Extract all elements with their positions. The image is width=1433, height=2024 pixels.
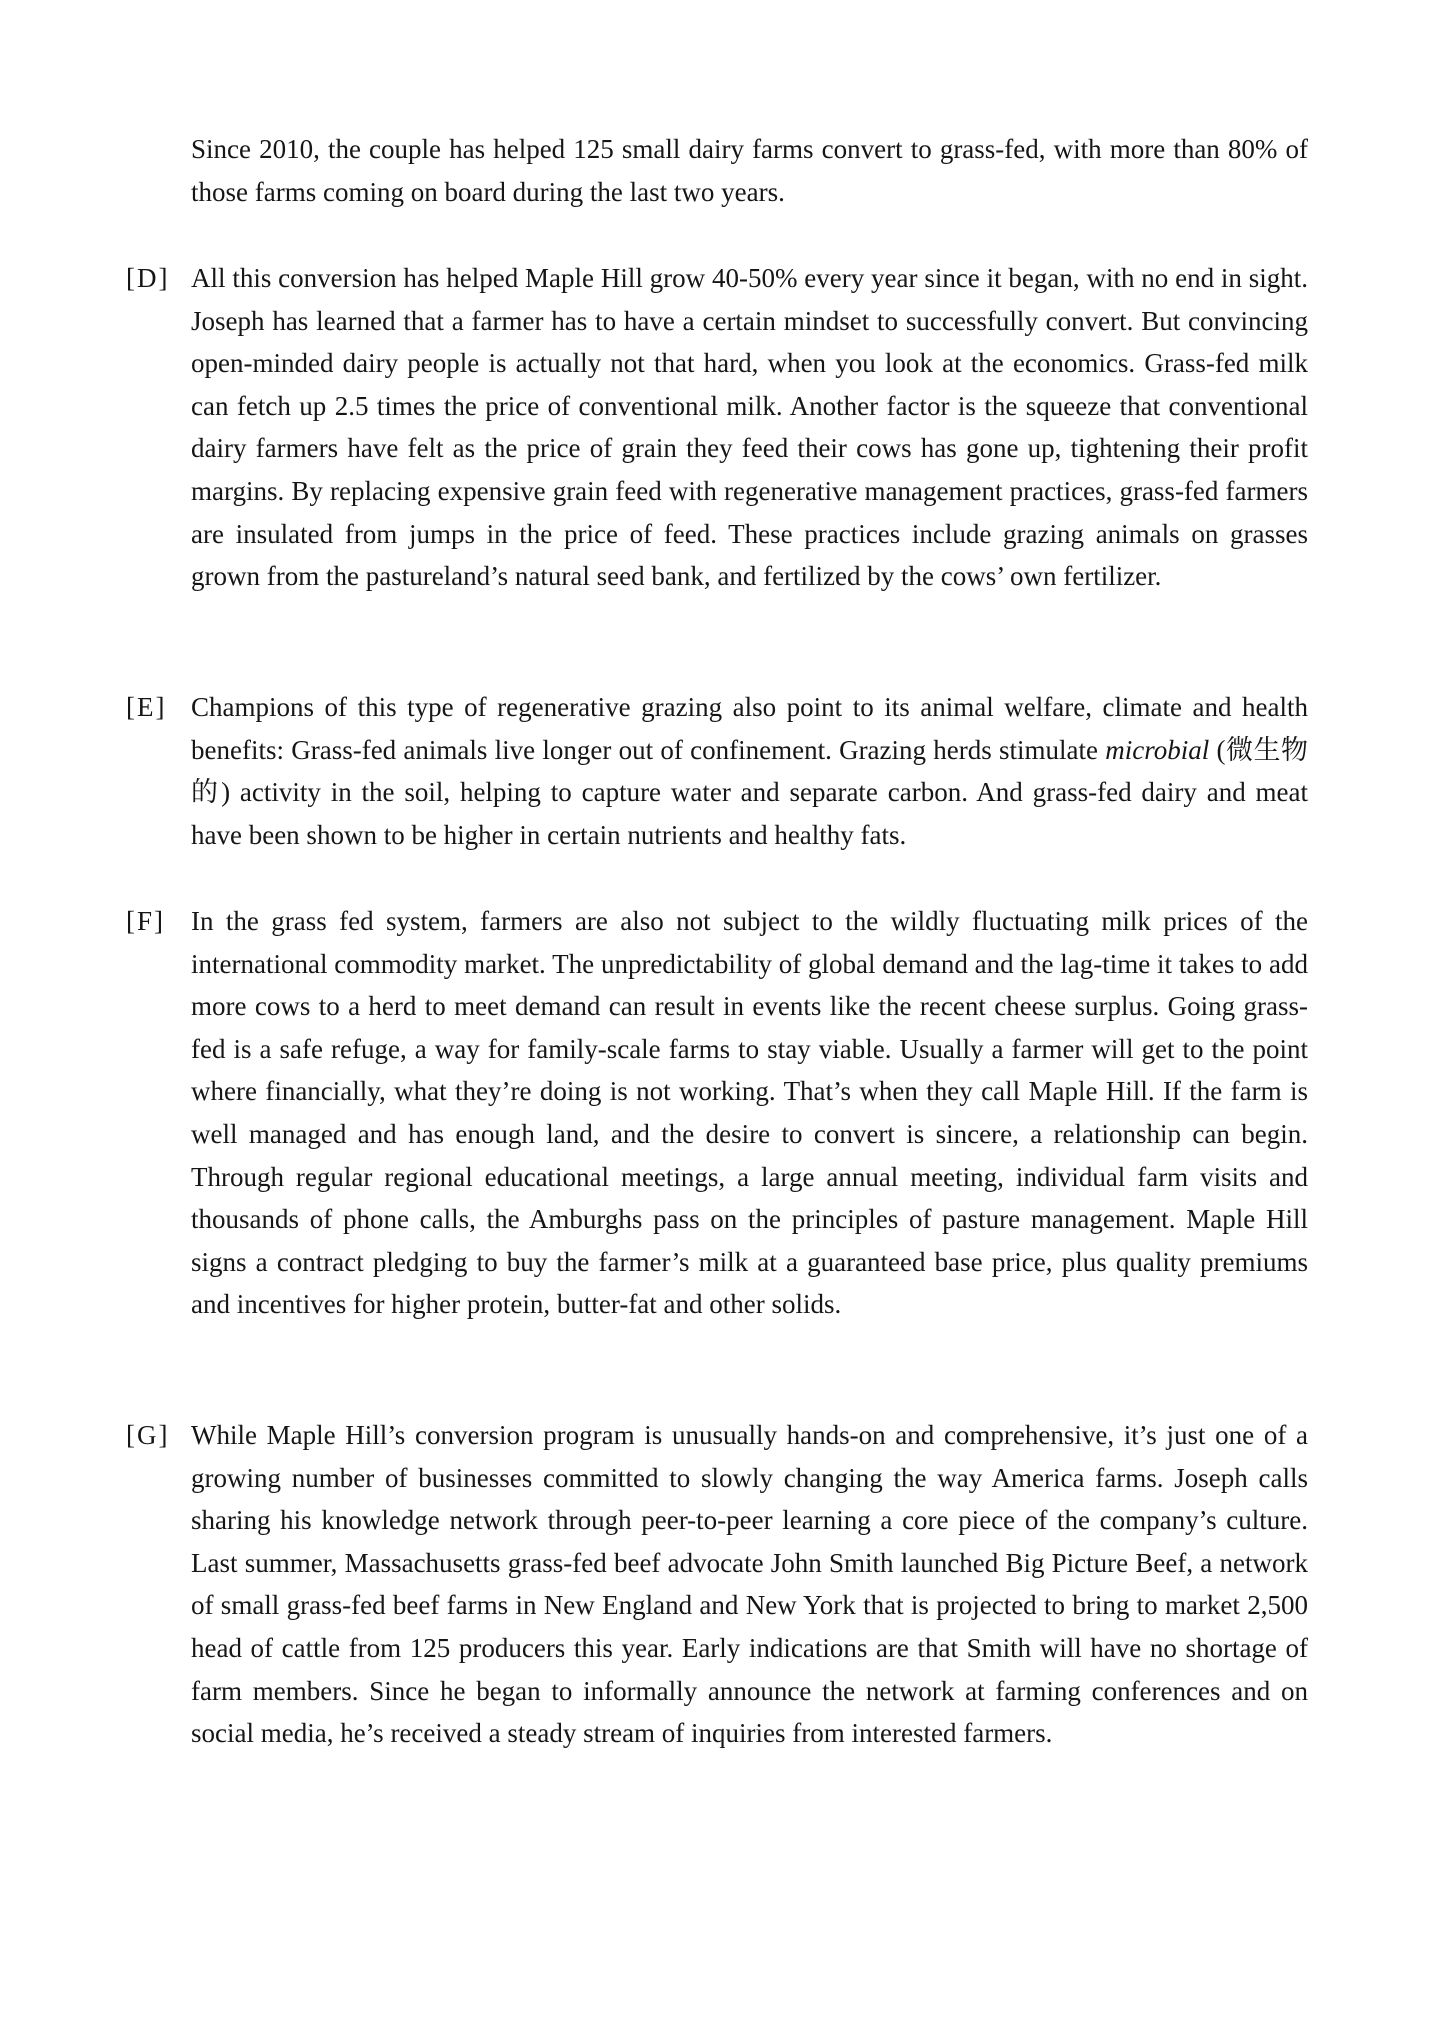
- paragraph-marker-g: [G]: [126, 1420, 170, 1450]
- paragraph-g: While Maple Hill’s conversion program is unusually hands-on and comprehensive, it’s just one of a growing number of businesses committed to slowly changing the way America farms. Joseph calls sharing his knowledge network through peer-to-peer learning a core piece of the company’s culture. Last summer, Massachusetts grass-fed beef advocate John Smith launched Big Picture Beef, a network of small grass-fed beef farms in New England and New York that is projected to bring to market 2,500 head of cattle from 125 producers this year. Early indications are that Smith will have no shortage of farm members. Since he began to informally announce the network at farming conferences and on social media, he’s received a steady stream of inquiries from interested farmers.: [191, 1420, 1308, 1749]
- paragraph-e-gloss: (微生物的): [191, 734, 1309, 808]
- paragraph-marker-e: [E]: [126, 692, 167, 722]
- paragraph-marker-f: [F]: [126, 906, 165, 936]
- paragraph-f: In the grass fed system, farmers are also not subject to the wildly fluctuating milk prices of the international commodity market. The unpredictability of global demand and the lag-time it takes to add more cows to a herd to meet demand can result in events like the recent cheese surplus. Going grass-fed is a safe refuge, a way for family-scale farms to stay viable. Usually a farmer will get to the point where financially, what they’re doing is not working. That’s when they call Maple Hill. If the farm is well managed and has enough land, and the desire to convert is sincere, a relationship can begin. Through regular regional educational meetings, a large annual meeting, individual farm visits and thousands of phone calls, the Amburghs pass on the principles of pasture management. Maple Hill signs a contract pledging to buy the farmer’s milk at a guaranteed base price, plus quality premiums and incentives for higher protein, butter-fat and other solids.: [191, 906, 1308, 1320]
- paragraph-e-text-before: Champions of this type of regenerative grazing also point to its animal welfare, climate and health benefits: Grass-fed animals live longer out of confinement. Grazing herds stimulate: [191, 692, 1308, 765]
- paragraph-continuation: Since 2010, the couple has helped 125 small dairy farms convert to grass-fed, with more than 80% of those farms coming on board during the last two years.: [191, 134, 1308, 207]
- paragraph-e-term: microbial: [1105, 734, 1210, 765]
- paragraph-d: All this conversion has helped Maple Hill grow 40-50% every year since it began, with no end in sight. Joseph has learned that a farmer has to have a certain mindset to successfully convert. But convincing open-minded dairy people is actually not that hard, when you look at the economics. Grass-fed milk can fetch up 2.5 times the price of conventional milk. Another factor is the squeeze that conventional dairy farmers have felt as the price of grain they feed their cows has gone up, tightening their profit margins. By replacing expensive grain feed with regenerative management practices, grass-fed farmers are insulated from jumps in the price of feed. These practices include grazing animals on grasses grown from the pastureland’s natural seed bank, and fertilized by the cows’ own fertilizer.: [191, 263, 1308, 592]
- paragraph-marker-d: [D]: [126, 263, 170, 293]
- paragraph-e-text-after: activity in the soil, helping to capture water and separate carbon. And grass-fed dairy and meat have been shown to be higher in certain nutrients and healthy fats.: [191, 777, 1308, 850]
- paragraph-e: [191, 686, 1308, 856]
